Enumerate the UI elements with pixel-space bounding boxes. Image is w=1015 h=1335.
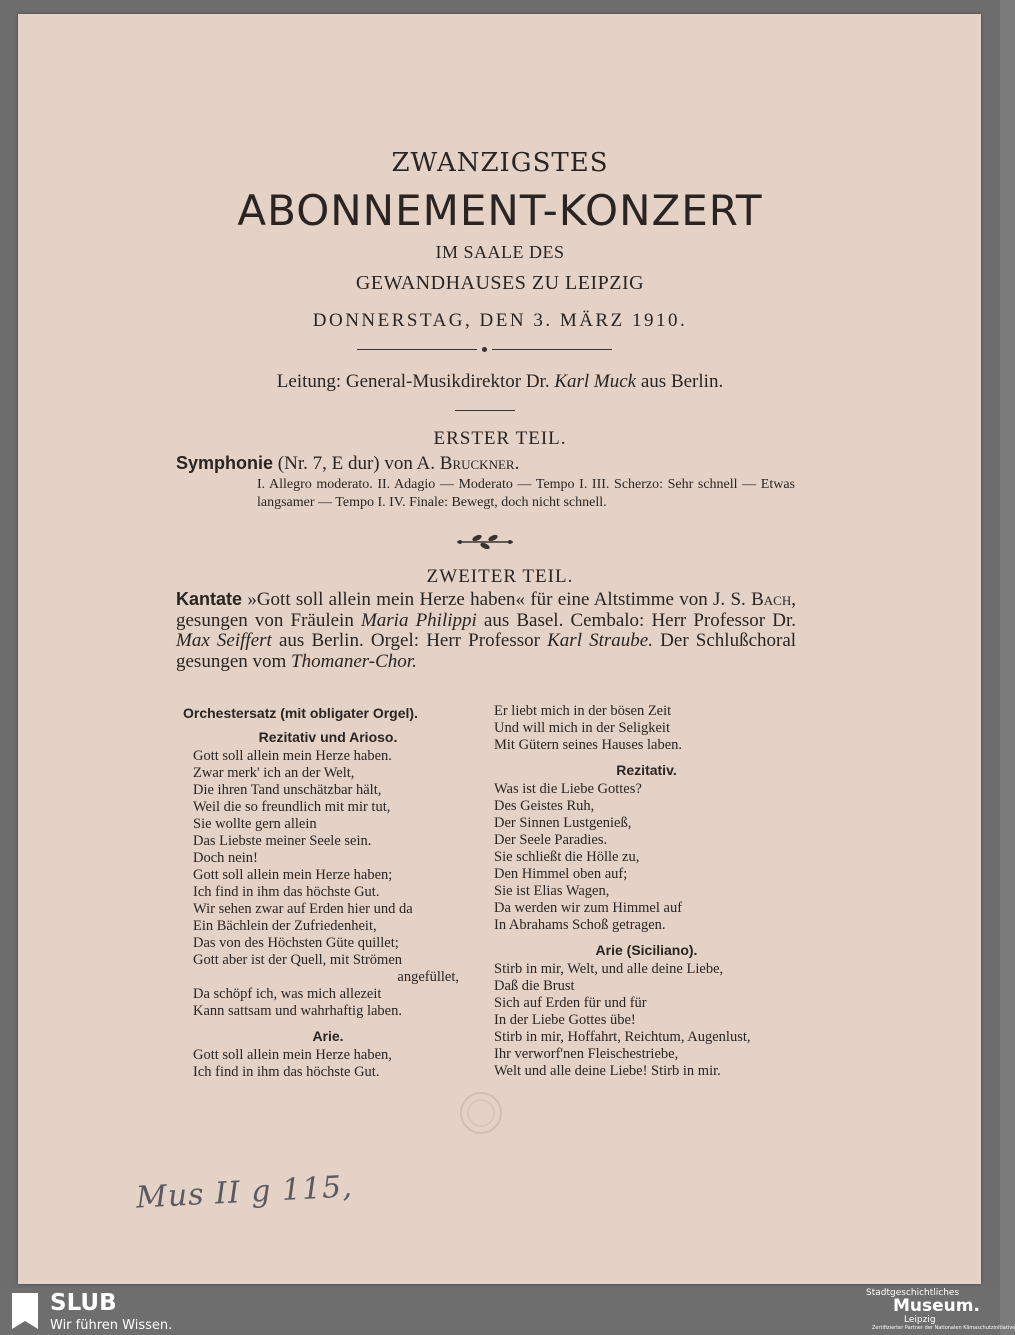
verse-line: Den Himmel oben auf; (494, 866, 628, 882)
cantata-label: Kantate (176, 589, 243, 609)
cantata-text-4: aus Berlin. Orgel: Herr Professor (278, 630, 540, 651)
cembalo-player: Max Seiffert (176, 630, 272, 651)
verse-line: Da werden wir zum Himmel auf (494, 900, 683, 916)
verse-line: In der Liebe Gottes übe! (494, 1012, 636, 1028)
museum-label-small: Stadtgeschichtliches (866, 1288, 960, 1298)
ornament-rule-right (492, 349, 612, 350)
verse-line: Welt und alle deine Liebe! Stirb in mir. (494, 1063, 721, 1079)
verse-line: Da schöpf ich, was mich allezeit (193, 986, 382, 1002)
cantata-text-1: »Gott soll allein mein Herze haben« für eine Altstimme von J. S. (247, 589, 746, 610)
verse-line: Ihr verworf'nen Fleischestriebe, (494, 1046, 679, 1062)
singer-name: Maria Philippi (360, 609, 477, 631)
leitung-suffix: aus Berlin. (640, 371, 724, 392)
verse-line: Die ihren Tand unschätzbar hält, (193, 782, 382, 798)
ornament-dot (482, 347, 487, 352)
symphony-line (176, 453, 519, 475)
verse-line: Sie wollte gern allein (193, 816, 317, 832)
header-line4: GEWANDHAUSES ZU LEIPZIG (355, 272, 645, 294)
verse-line: Gott soll allein mein Herze haben. (193, 748, 392, 764)
verse-line: Weil die so freundlich mit mir tut, (193, 799, 391, 815)
conductor-name: Karl Muck (554, 371, 637, 392)
verse-line: Sie schließt die Hölle zu, (494, 849, 640, 865)
symphony-label: Symphonie (176, 453, 274, 473)
handwritten-shelfmark: Mus II g 115, (135, 1169, 354, 1216)
concert-date: DONNERSTAG, DEN 3. MÄRZ 1910. (312, 310, 688, 331)
verse-line: In Abrahams Schoß getragen. (494, 917, 666, 933)
verse-line: Mit Gütern seines Hauses laben. (494, 737, 683, 753)
museum-city: Leipzig (904, 1315, 936, 1325)
cantata-text-2: , gesungen von Fräulein (176, 589, 796, 631)
verse-line: Ein Bächlein der Zufriedenheit, (193, 918, 377, 934)
verse-line: Das von des Höchsten Güte quillet; (193, 935, 399, 951)
part1-heading: ERSTER TEIL. (433, 428, 567, 449)
orchestral-heading: Orchestersatz (mit obligater Orgel). (183, 705, 418, 721)
slub-logo-text[interactable]: SLUB (50, 1290, 117, 1316)
ornament-rule-left (357, 349, 477, 350)
aria-heading: Arie. (312, 1028, 344, 1044)
concert-title: ABONNEMENT-KONZERT (237, 186, 763, 235)
verse-line: Wir sehen zwar auf Erden hier und da (193, 901, 413, 917)
verse-line: Gott soll allein mein Herze haben; (193, 867, 393, 883)
recitative-arioso-heading: Rezitativ und Arioso. (258, 729, 398, 745)
verse-line: Doch nein! (193, 850, 258, 866)
recitative-heading: Rezitativ. (616, 762, 677, 778)
verse-line: Der Seele Paradies. (494, 832, 608, 848)
verse-line: Gott soll allein mein Herze haben, (193, 1047, 392, 1063)
verse-line: Stirb in mir, Hoffahrt, Reichtum, Augenlust, (494, 1029, 751, 1045)
verse-line: Gott aber ist der Quell, mit Strömen (193, 952, 403, 968)
cantata-paragraph (176, 589, 796, 672)
verse-line: Er liebt mich in der bösen Zeit (494, 703, 672, 719)
verse-line: Was ist die Liebe Gottes? (494, 781, 642, 797)
museum-logo-text[interactable]: Museum. (893, 1296, 980, 1316)
verse-line: Kann sattsam und wahrhaftig laben. (193, 1003, 402, 1019)
part2-heading: ZWEITER TEIL. (426, 566, 574, 587)
museum-partner-note: Zertifizierter Partner der Nationalen Klimaschutzinitiative (872, 1325, 1015, 1331)
siciliano-heading: Arie (Siciliano). (595, 942, 698, 958)
cantata-text-3: aus Basel. Cembalo: Herr Professor Dr. (483, 609, 797, 631)
cantata-text-5: Der Schlußchoral gesungen vom (176, 630, 797, 672)
choir-name: Thomaner-Chor. (291, 650, 417, 672)
verse-line: Des Geistes Ruh, (494, 798, 595, 814)
slub-logo-icon (10, 1291, 40, 1331)
movements: I. Allegro moderato. II. Adagio — Moderato — Tempo I. III. Scherzo: Sehr schnell — Etwas langsamer — Tempo I. IV. Finale: Bewegt, doch nicht schnell. (257, 477, 795, 510)
short-rule (455, 410, 515, 411)
verse-line: Daß die Brust (494, 978, 575, 994)
verse-line: Und will mich in der Seligkeit (494, 720, 670, 736)
verse-line-overflow: angefüllet, (397, 969, 459, 985)
symphony-details: (Nr. 7, E dur) von A. (277, 453, 436, 474)
slub-tagline: Wir führen Wissen. (50, 1318, 173, 1333)
verse-line: Sie ist Elias Wagen, (494, 883, 610, 899)
verse-line: Das Liebste meiner Seele sein. (193, 833, 372, 849)
cantata-composer: Bach (751, 589, 792, 610)
leitung-prefix: Leitung: General-Musikdirektor Dr. (276, 371, 550, 392)
verse-line: Sich auf Erden für und für (494, 995, 647, 1011)
conductor-line (0, 371, 1000, 393)
left-text-column (183, 705, 473, 1081)
organist-name: Karl Straube. (547, 630, 653, 651)
verse-line: Stirb in mir, Welt, und alle deine Liebe, (494, 961, 724, 977)
verse-line: Ich find in ihm das höchste Gut. (193, 884, 380, 900)
verse-line: Ich find in ihm das höchste Gut. (193, 1064, 380, 1080)
right-text-column (494, 703, 799, 1080)
header-line3: IM SAALE DES (435, 242, 565, 262)
verse-line: Zwar merk' ich an der Welt, (193, 765, 355, 781)
leaf-ornament-icon (455, 533, 515, 551)
symphony-composer: Bruckner. (439, 453, 520, 474)
verse-line: Der Sinnen Lustgenieß, (494, 815, 632, 831)
header-line1: ZWANZIGSTES (391, 148, 609, 178)
embossed-stamp-icon (458, 1090, 504, 1136)
